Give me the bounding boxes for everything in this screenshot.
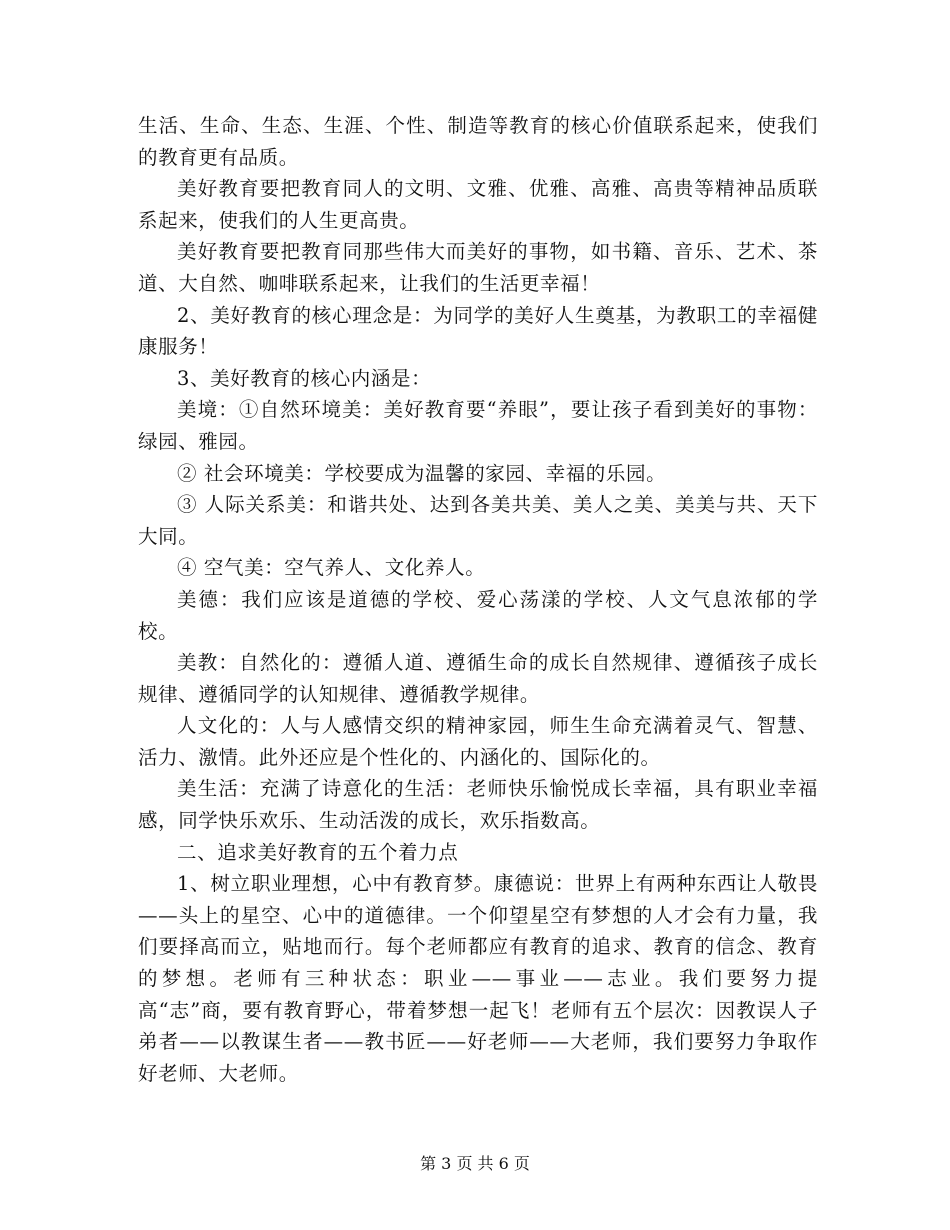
- paragraph: ④ 空气美：空气养人、文化养人。: [177, 556, 486, 580]
- paragraph: ② 社会环境美：学校要成为温馨的家园、幸福的乐园。: [177, 461, 667, 485]
- paragraph: 人文化的：人与人感情交织的精神家园，师生生命充满着灵气、智慧、活力、激情。此外还应是个性化的、内涵化的、国际化的。: [138, 714, 818, 769]
- paragraph: ③ 人际关系美：和谐共处、达到各美共美、美人之美、美美与共、天下大同。: [138, 493, 818, 548]
- paragraph: 生活、生命、生态、生涯、个性、制造等教育的核心价值联系起来，使我们的教育更有品质。: [138, 114, 818, 169]
- paragraph: 美生活：充满了诗意化的生活：老师快乐愉悦成长幸福，具有职业幸福感，同学快乐欢乐、生动活泼的成长，欢乐指数高。: [138, 777, 818, 833]
- paragraph: 3、美好教育的核心内涵是：: [177, 366, 432, 390]
- page-number-footer: 第 3 页 共 6 页: [420, 1154, 530, 1173]
- paragraph: 美好教育要把教育同人的文明、文雅、优雅、高雅、高贵等精神品质联系起来，使我们的人生更高贵。: [138, 177, 818, 232]
- paragraph: 美教：自然化的：遵循人道、遵循生命的成长自然规律、遵循孩子成长规律、遵循同学的认知规律、遵循教学规律。: [138, 651, 818, 706]
- paragraph: 美好教育要把教育同那些伟大而美好的事物，如书籍、音乐、艺术、茶道、大自然、咖啡联系起来，让我们的生活更幸福！: [138, 240, 818, 295]
- document-body: [138, 110, 818, 1089]
- paragraph: 1、树立职业理想，心中有教育梦。康德说：世界上有两种东西让人敬畏——头上的星空、心中的道德律。一个仰望星空有梦想的人才会有力量，我们要择高而立，贴地而行。每个老师都应有教育的追求、教育的信念、教育的梦想。老师有三种状态：职业——事业——志业。我们要努力提高“志”商，要有教育野心，带着梦想一起飞！老师有五个层次：因教误人子弟者——以教谋生者——教书匠——好老师——大老师，我们要努力争取作好老师、大老师。: [138, 872, 818, 1085]
- section-heading: 二、追求美好教育的五个着力点: [177, 840, 459, 864]
- paragraph: 美德：我们应该是道德的学校、爱心荡漾的学校、人文气息浓郁的学校。: [138, 587, 818, 643]
- paragraph: 2、美好教育的核心理念是：为同学的美好人生奠基，为教职工的幸福健康服务！: [138, 303, 818, 359]
- paragraph: 美境：①自然环境美：美好教育要“养眼”，要让孩子看到美好的事物：绿园、雅园。: [138, 398, 818, 453]
